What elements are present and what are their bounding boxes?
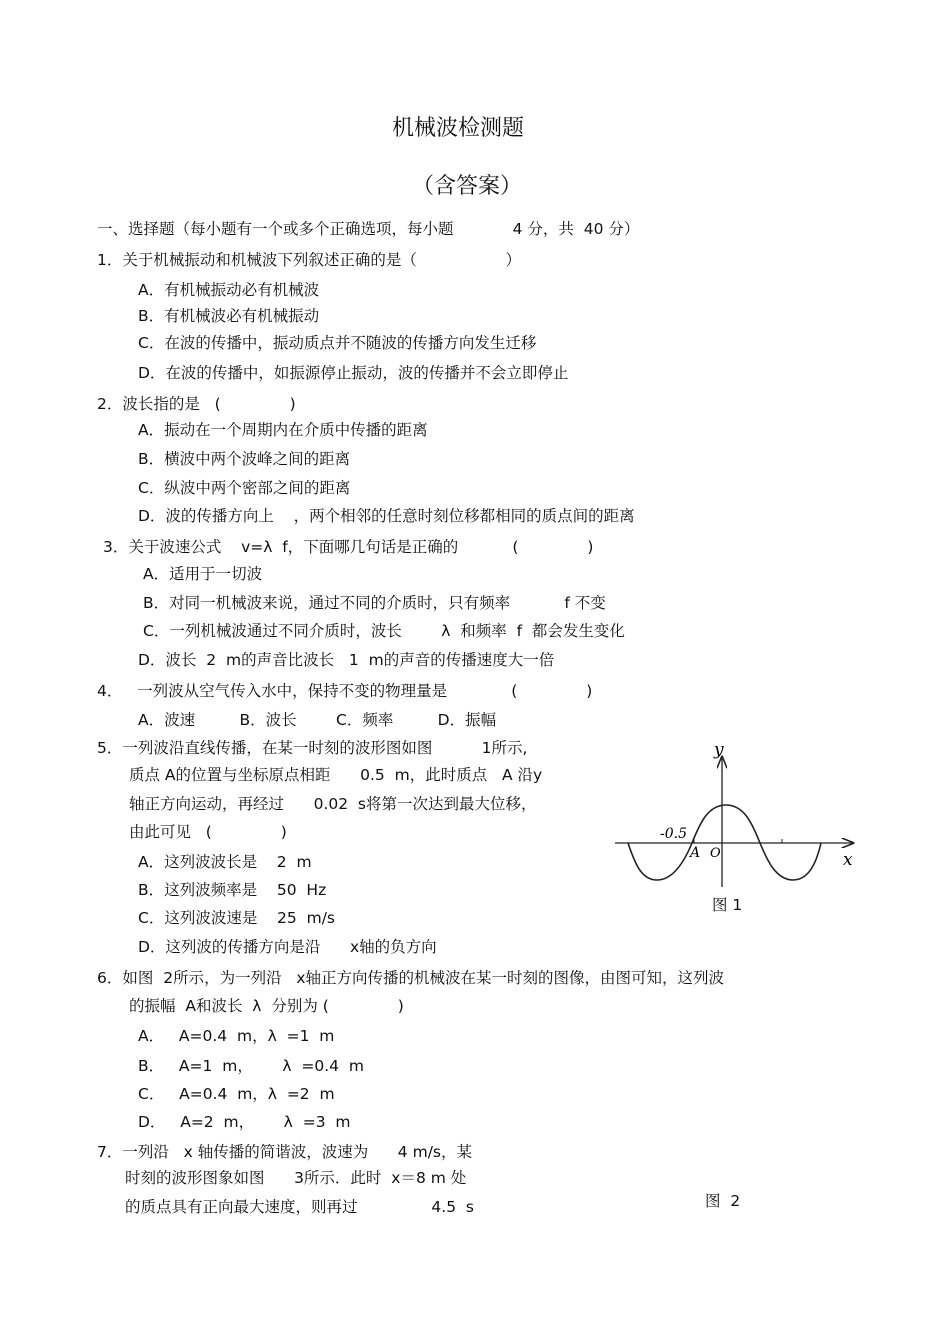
- page-subtitle: （含答案）: [412, 174, 523, 199]
- question-3-option-d: D．波长 2 m的声音比波长 1 m的声音的传播速度大一倍: [138, 651, 555, 669]
- question-4-stem: 4． 一列波从空气传入水中，保持不变的物理量是 ( ): [97, 682, 593, 700]
- question-7-line-2: 时刻的波形图象如图 3所示．此时 x＝8 m 处: [125, 1169, 467, 1187]
- figure-2-caption: 图 2: [705, 1192, 741, 1210]
- question-6-option-c: C． A=0.4 m，λ =2 m: [138, 1085, 335, 1103]
- question-2-option-d: D．波的传播方向上 ，两个相邻的任意时刻位移都相同的质点间的距离: [138, 507, 635, 525]
- question-2-option-b: B．横波中两个波峰之间的距离: [138, 450, 351, 468]
- question-1-option-d: D．在波的传播中，如振源停止振动，波的传播并不会立即停止: [138, 364, 569, 382]
- question-6-line-1: 6．如图 2所示，为一列沿 x轴正方向传播的机械波在某一时刻的图像，由图可知，这列波: [97, 969, 725, 987]
- question-3-option-b: B．对同一机械波来说，通过不同的介质时，只有频率 f 不变: [143, 594, 606, 612]
- question-1-option-c: C．在波的传播中，振动质点并不随波的传播方向发生迁移: [138, 334, 537, 352]
- question-5-line-3: 轴正方向运动，再经过 0.02 s将第一次达到最大位移，: [129, 795, 537, 813]
- wave-graph: [610, 735, 860, 890]
- origin-label: O: [710, 846, 721, 861]
- page-title: 机械波检测题: [392, 116, 525, 141]
- question-6-line-2: 的振幅 A和波长 λ 分别为 ( ): [129, 997, 404, 1015]
- question-4-options: A．波速 B．波长 C．频率 D．振幅: [138, 711, 497, 729]
- question-6-option-b: B． A=1 m， λ =0.4 m: [138, 1057, 364, 1075]
- question-7-line-1: 7．一列沿 x 轴传播的简谐波，波速为 4 m/s，某: [97, 1143, 472, 1161]
- question-2-stem: 2．波长指的是 ( ): [97, 395, 296, 413]
- figure-1-caption: 图 1: [712, 896, 743, 914]
- point-a-label: A: [690, 845, 701, 861]
- question-1-option-a: A．有机械振动必有机械波: [138, 281, 320, 299]
- question-7-line-3: 的质点具有正向最大速度，则再过 4.5 s: [125, 1198, 474, 1216]
- question-5-option-d: D．这列波的传播方向是沿 x轴的负方向: [138, 938, 437, 956]
- question-5-line-4: 由此可见 ( ): [129, 823, 287, 841]
- question-2-option-c: C．纵波中两个密部之间的距离: [138, 479, 351, 497]
- question-5-option-b: B．这列波频率是 50 Hz: [138, 881, 327, 899]
- y-axis-label: y: [714, 740, 724, 760]
- x-axis-label: x: [843, 850, 853, 870]
- question-2-option-a: A．振动在一个周期内在介质中传播的距离: [138, 421, 428, 439]
- question-3-option-c: C．一列机械波通过不同介质时，波长 λ 和频率 f 都会发生变化: [143, 622, 625, 640]
- question-6-option-a: A． A=0.4 m，λ =1 m: [138, 1027, 335, 1045]
- question-3-stem: 3．关于波速公式 v=λ f，下面哪几句话是正确的 ( ): [103, 538, 594, 556]
- question-6-option-d: D． A=2 m， λ =3 m: [138, 1113, 351, 1131]
- question-5-line-1: 5．一列波沿直线传播，在某一时刻的波形图如图 1所示,: [97, 739, 528, 757]
- tick-label: -0.5: [660, 826, 687, 842]
- figure-1: [610, 735, 860, 890]
- section-heading: 一、选择题（每小题有一个或多个正确选项，每小题 4 分，共 40 分）: [97, 220, 640, 238]
- question-3-option-a: A．适用于一切波: [143, 565, 263, 583]
- question-1-stem: 1．关于机械振动和机械波下列叙述正确的是（ ）: [97, 251, 522, 269]
- question-5-line-2: 质点 A的位置与坐标原点相距 0.5 m，此时质点 A 沿y: [129, 766, 543, 784]
- question-5-option-c: C．这列波波速是 25 m/s: [138, 909, 336, 927]
- question-1-option-b: B．有机械波必有机械振动: [138, 307, 320, 325]
- question-5-option-a: A．这列波波长是 2 m: [138, 853, 312, 871]
